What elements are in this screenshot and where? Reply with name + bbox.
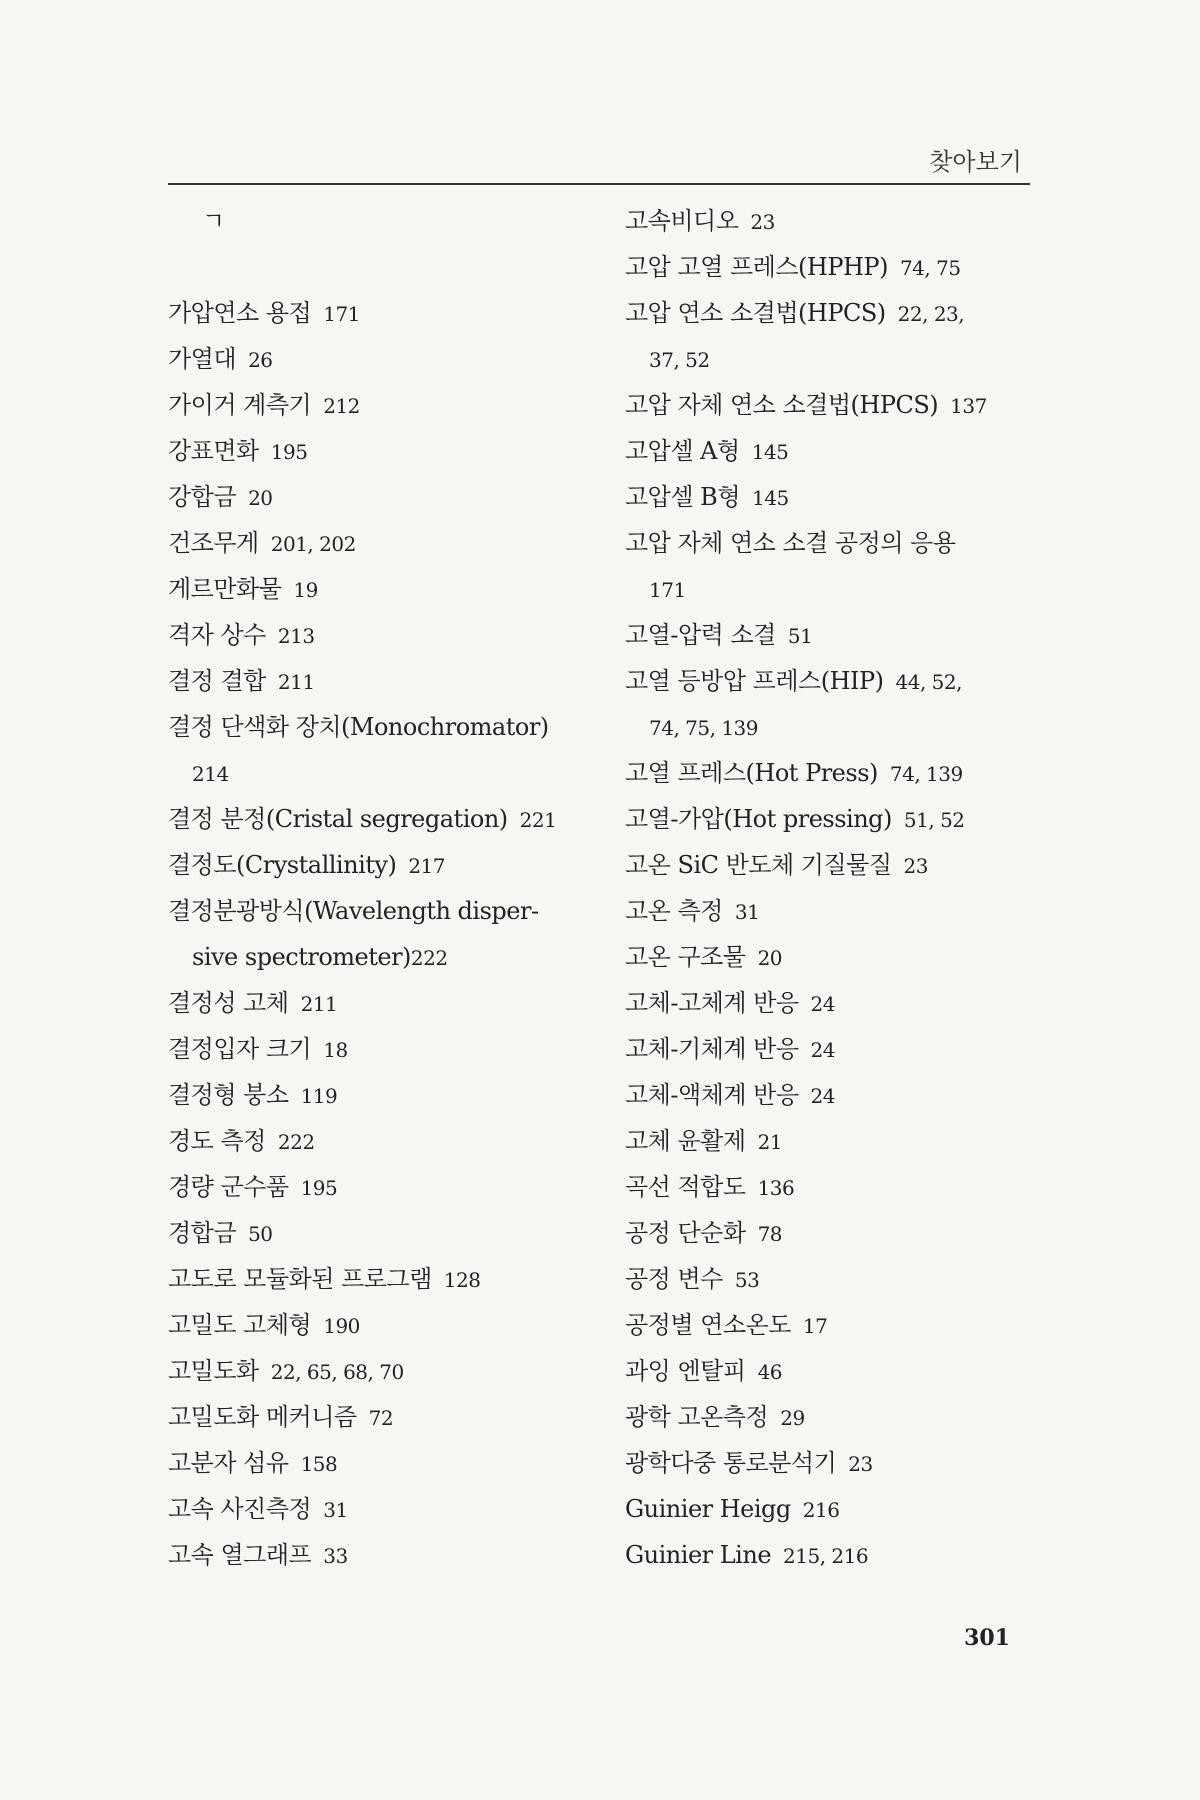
index-term: 공정 단순화 bbox=[625, 1219, 746, 1247]
index-entry bbox=[625, 934, 1035, 980]
index-entry bbox=[168, 1026, 588, 1072]
index-entry bbox=[625, 1486, 1035, 1532]
index-term: 결정 결합 bbox=[168, 667, 266, 695]
index-entry bbox=[625, 1302, 1035, 1348]
index-entry bbox=[625, 1210, 1035, 1256]
index-page-refs: 18 bbox=[323, 1038, 348, 1062]
index-entry bbox=[168, 566, 588, 612]
index-page-refs: 137 bbox=[950, 394, 987, 418]
index-page-refs: 195 bbox=[270, 440, 308, 464]
index-term: Guinier Line bbox=[625, 1541, 772, 1569]
index-entry bbox=[168, 1072, 588, 1118]
index-page-refs: 78 bbox=[757, 1222, 783, 1246]
index-page-refs: 44, 52, bbox=[895, 670, 962, 694]
index-page-refs: 23 bbox=[750, 210, 775, 234]
index-entry bbox=[168, 290, 588, 336]
index-page-refs: 20 bbox=[248, 486, 273, 510]
index-entry bbox=[168, 1256, 588, 1302]
index-term: 고밀도 고체형 bbox=[168, 1311, 312, 1339]
index-page-refs: 74, 139 bbox=[889, 762, 963, 786]
index-page-refs: 214 bbox=[192, 762, 229, 786]
index-term: 고열 프레스(Hot Press) bbox=[625, 759, 878, 787]
index-term: 과잉 엔탈피 bbox=[625, 1357, 746, 1385]
index-entry bbox=[625, 520, 1035, 566]
index-term: 결정 분정(Cristal segregation) bbox=[168, 805, 508, 833]
index-entry bbox=[168, 980, 588, 1026]
index-page-refs: 171 bbox=[323, 302, 360, 326]
index-page-refs: 211 bbox=[277, 670, 315, 694]
index-term: 고체-고체계 반응 bbox=[625, 989, 799, 1017]
index-page-refs: 23 bbox=[903, 854, 928, 878]
index-entry bbox=[168, 842, 588, 888]
index-term: 고밀도화 bbox=[168, 1357, 259, 1385]
index-term: 격자 상수 bbox=[168, 621, 266, 649]
index-page-refs: 29 bbox=[780, 1406, 805, 1430]
index-entry bbox=[168, 428, 588, 474]
index-term: 결정도(Crystallinity) bbox=[168, 851, 397, 879]
index-entry bbox=[625, 1256, 1035, 1302]
index-entry bbox=[625, 1440, 1035, 1486]
index-term: 고열 등방압 프레스(HIP) bbox=[625, 667, 884, 695]
index-entry bbox=[168, 520, 588, 566]
index-term: 강표면화 bbox=[168, 437, 259, 465]
index-term: 고열-압력 소결 bbox=[625, 621, 776, 649]
index-entry bbox=[625, 1118, 1035, 1164]
index-entry bbox=[168, 1210, 588, 1256]
index-term: 경합금 bbox=[168, 1219, 237, 1247]
index-page-refs: 119 bbox=[300, 1084, 338, 1108]
index-entry bbox=[168, 382, 588, 428]
index-term: 고체-기체계 반응 bbox=[625, 1035, 799, 1063]
index-entry bbox=[168, 750, 588, 796]
index-page-refs: 72 bbox=[368, 1406, 394, 1430]
index-term: Guinier Heigg bbox=[625, 1495, 791, 1523]
index-entry bbox=[625, 290, 1035, 336]
index-term: 고압 연소 소결법(HPCS) bbox=[625, 299, 886, 327]
index-page-refs: 212 bbox=[323, 394, 360, 418]
index-page-refs: 26 bbox=[248, 348, 273, 372]
index-page-refs: 22, 23, bbox=[897, 302, 965, 326]
index-page-refs: 74, 75, 139 bbox=[649, 716, 759, 740]
index-entry bbox=[625, 1348, 1035, 1394]
index-entry bbox=[625, 704, 1035, 750]
index-term: 고속비디오 bbox=[625, 207, 739, 235]
index-entry bbox=[625, 796, 1035, 842]
index-term: 결정형 붕소 bbox=[168, 1081, 289, 1109]
index-entry bbox=[168, 612, 588, 658]
index-page-refs: 217 bbox=[408, 854, 445, 878]
index-entry bbox=[168, 1532, 588, 1578]
index-page-refs: 24 bbox=[810, 992, 835, 1016]
index-term: 고도로 모듈화된 프로그램 bbox=[168, 1265, 432, 1293]
index-term: 고체-액체계 반응 bbox=[625, 1081, 799, 1109]
index-entry bbox=[168, 1302, 588, 1348]
index-entry bbox=[168, 934, 588, 980]
index-term: 고압 자체 연소 소결 공정의 응용 bbox=[625, 529, 956, 557]
index-entry bbox=[625, 658, 1035, 704]
index-entry bbox=[625, 1394, 1035, 1440]
index-term: 게르만화물 bbox=[168, 575, 282, 603]
index-term: 강합금 bbox=[168, 483, 237, 511]
index-term: 고분자 섬유 bbox=[168, 1449, 289, 1477]
index-entry bbox=[625, 428, 1035, 474]
index-page-refs: 31 bbox=[734, 900, 760, 924]
index-entry bbox=[625, 1164, 1035, 1210]
index-page-refs: 145 bbox=[752, 486, 789, 510]
index-page-refs: 136 bbox=[757, 1176, 795, 1200]
index-entry bbox=[168, 474, 588, 520]
index-page-refs: 213 bbox=[277, 624, 315, 648]
index-page-refs: 31 bbox=[323, 1498, 348, 1522]
index-entry bbox=[625, 888, 1035, 934]
index-term: 고열-가압(Hot pressing) bbox=[625, 805, 892, 833]
running-header: 찾아보기 bbox=[929, 148, 1022, 176]
index-page-refs: 23 bbox=[848, 1452, 873, 1476]
index-term: 고속 사진측정 bbox=[168, 1495, 312, 1523]
index-term: 결정성 고체 bbox=[168, 989, 289, 1017]
index-term: 고온 SiC 반도체 기질물질 bbox=[625, 851, 892, 879]
index-term: 공정 변수 bbox=[625, 1265, 723, 1293]
index-term: 고압셀 B형 bbox=[625, 483, 741, 511]
index-term: 경량 군수품 bbox=[168, 1173, 289, 1201]
index-page-refs: 53 bbox=[734, 1268, 760, 1292]
index-entry bbox=[625, 750, 1035, 796]
index-entry bbox=[625, 1072, 1035, 1118]
index-entry bbox=[168, 1486, 588, 1532]
index-term: 결정분광방식(Wavelength disper- bbox=[168, 897, 539, 925]
index-entry bbox=[168, 1348, 588, 1394]
index-column-right bbox=[625, 198, 1035, 1578]
index-page-refs: 171 bbox=[649, 578, 686, 602]
index-page-refs: 222 bbox=[277, 1130, 315, 1154]
index-term: 고압셀 A형 bbox=[625, 437, 740, 465]
index-page-refs: 158 bbox=[300, 1452, 338, 1476]
index-entry bbox=[168, 1118, 588, 1164]
index-entry bbox=[625, 244, 1035, 290]
index-term: 고속 열그래프 bbox=[168, 1541, 312, 1569]
index-page-refs: 20 bbox=[757, 946, 783, 970]
index-entry bbox=[168, 336, 588, 382]
index-term: 결정 단색화 장치(Monochromator) bbox=[168, 713, 549, 741]
index-term: 고압 자체 연소 소결법(HPCS) bbox=[625, 391, 939, 419]
index-entry bbox=[168, 796, 588, 842]
index-term: 공정별 연소온도 bbox=[625, 1311, 791, 1339]
index-entry bbox=[168, 888, 588, 934]
header-rule bbox=[168, 183, 1030, 185]
index-page-refs: 222 bbox=[410, 946, 448, 970]
index-entry bbox=[625, 612, 1035, 658]
index-term: 고온 측정 bbox=[625, 897, 723, 925]
index-page-refs: 22, 65, 68, 70 bbox=[270, 1360, 404, 1384]
index-entry bbox=[625, 980, 1035, 1026]
index-term: 경도 측정 bbox=[168, 1127, 266, 1155]
index-page-refs: 201, 202 bbox=[270, 532, 356, 556]
index-page-refs: 50 bbox=[248, 1222, 273, 1246]
index-page-refs: 221 bbox=[519, 808, 557, 832]
index-page-refs: 74, 75 bbox=[899, 256, 961, 280]
index-term: 고밀도화 메커니즘 bbox=[168, 1403, 357, 1431]
index-page-refs: 216 bbox=[802, 1498, 840, 1522]
index-page-refs: 195 bbox=[300, 1176, 338, 1200]
index-page-refs: 21 bbox=[757, 1130, 783, 1154]
index-page-refs: 128 bbox=[443, 1268, 481, 1292]
index-term: 결정입자 크기 bbox=[168, 1035, 312, 1063]
index-page-refs: 19 bbox=[293, 578, 318, 602]
index-page-refs: 215, 216 bbox=[783, 1544, 869, 1568]
index-term: 광학 고온측정 bbox=[625, 1403, 769, 1431]
index-group-heading bbox=[168, 198, 588, 244]
index-page-refs: 51, 52 bbox=[903, 808, 965, 832]
index-page-refs: 51 bbox=[787, 624, 813, 648]
index-entry bbox=[625, 1026, 1035, 1072]
index-page-refs: 46 bbox=[757, 1360, 783, 1384]
index-term: 건조무게 bbox=[168, 529, 259, 557]
index-page-refs: 37, 52 bbox=[649, 348, 710, 372]
index-term: 고압 고열 프레스(HPHP) bbox=[625, 253, 888, 281]
index-column-left bbox=[168, 198, 588, 1578]
index-entry bbox=[168, 658, 588, 704]
index-term: 가열대 bbox=[168, 345, 237, 373]
page-number: 301 bbox=[964, 1625, 1010, 1651]
index-term: 고온 구조물 bbox=[625, 943, 746, 971]
index-term: sive spectrometer) bbox=[192, 943, 411, 971]
index-entry bbox=[625, 198, 1035, 244]
index-entry bbox=[168, 1440, 588, 1486]
index-entry bbox=[168, 1164, 588, 1210]
index-entry bbox=[625, 1532, 1035, 1578]
index-term: 곡선 적합도 bbox=[625, 1173, 746, 1201]
index-entry bbox=[168, 704, 588, 750]
index-page-refs: 190 bbox=[323, 1314, 360, 1338]
index-term: 가압연소 용접 bbox=[168, 299, 312, 327]
index-entry bbox=[625, 842, 1035, 888]
index-page-refs: 145 bbox=[751, 440, 789, 464]
index-page-refs: 33 bbox=[323, 1544, 348, 1568]
index-entry bbox=[625, 382, 1035, 428]
index-page-refs: 24 bbox=[810, 1084, 835, 1108]
index-page-refs: 17 bbox=[802, 1314, 828, 1338]
index-page-refs: 24 bbox=[810, 1038, 835, 1062]
index-entry bbox=[625, 566, 1035, 612]
index-entry bbox=[168, 1394, 588, 1440]
index-term: 가이거 계측기 bbox=[168, 391, 312, 419]
index-term: ㄱ bbox=[202, 207, 225, 235]
index-entry bbox=[625, 336, 1035, 382]
index-entry bbox=[625, 474, 1035, 520]
index-term: 광학다중 통로분석기 bbox=[625, 1449, 837, 1477]
index-page-refs: 211 bbox=[300, 992, 338, 1016]
index-term: 고체 윤활제 bbox=[625, 1127, 746, 1155]
